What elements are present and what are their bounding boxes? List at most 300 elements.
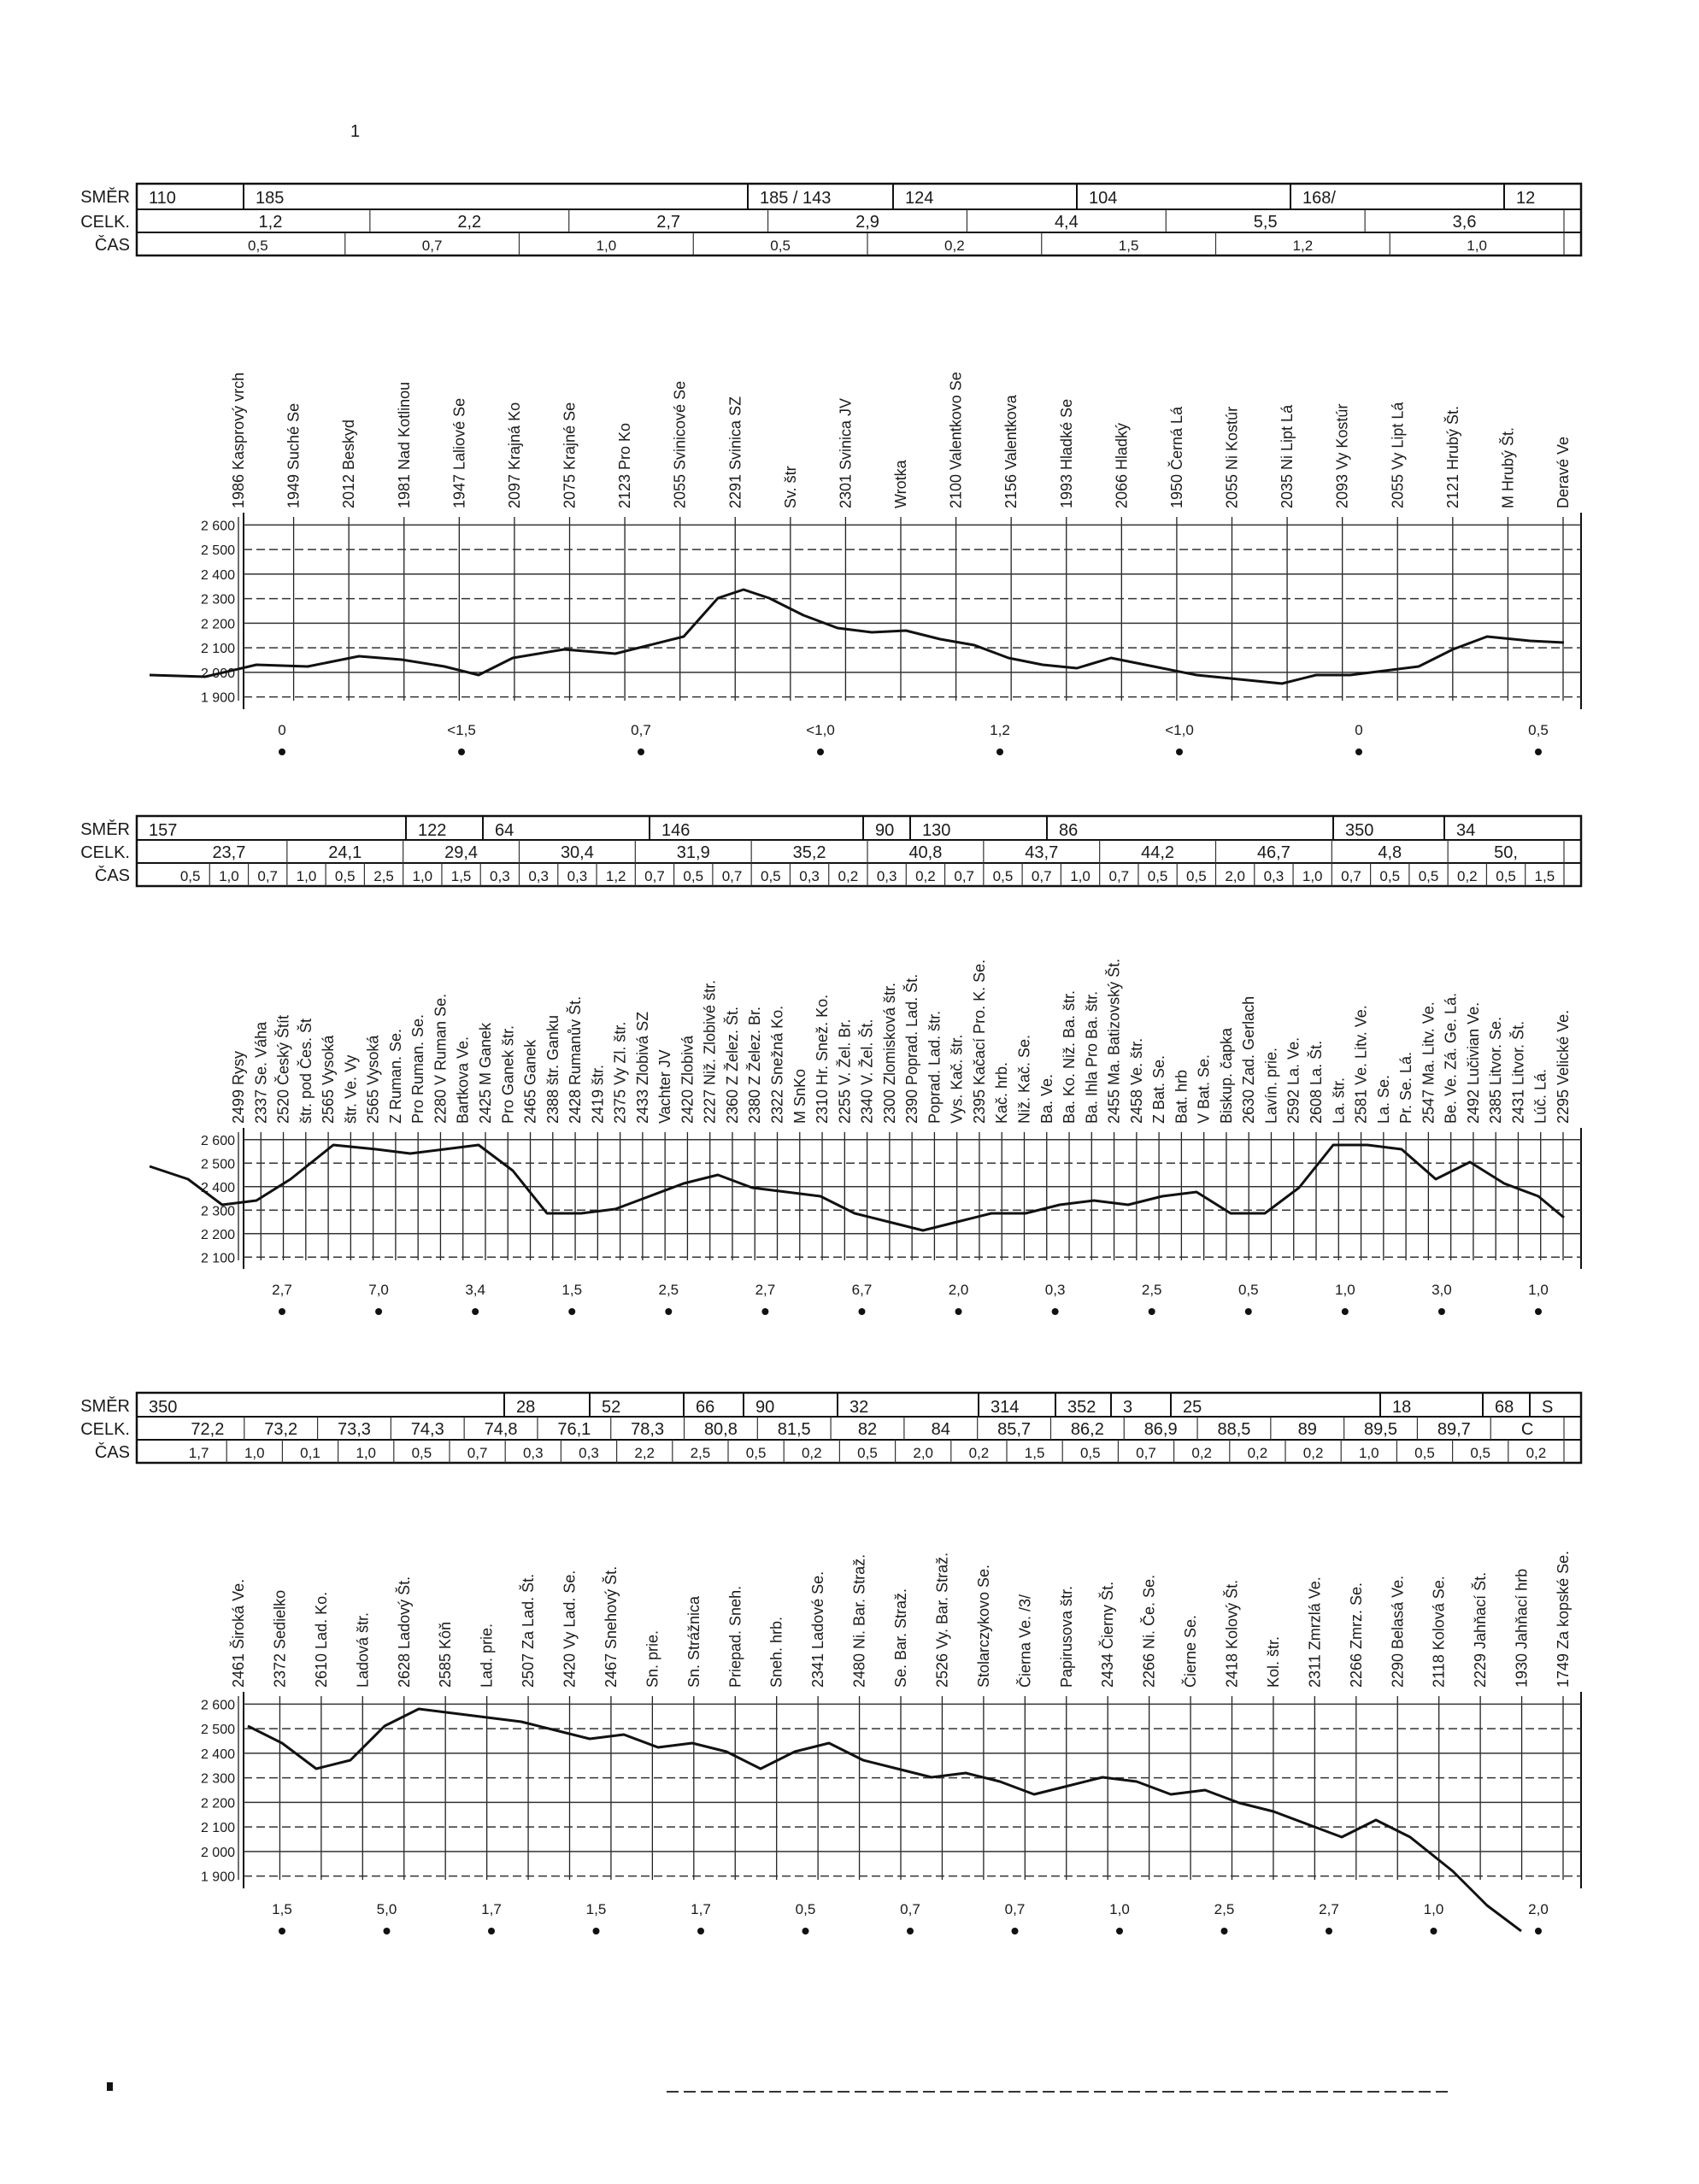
place-label: 1930 Jahňací hrb xyxy=(1513,1568,1531,1688)
place-label: 2585 Kôň xyxy=(437,1621,455,1688)
place-label: 2526 Vy. Bar. Straž. xyxy=(933,1552,951,1688)
total-value: 30,4 xyxy=(560,843,594,862)
place-label: Poprad. Lad. štr. xyxy=(926,1010,944,1124)
time-value: 0,3 xyxy=(876,868,897,884)
place-label: 2266 Zmrz. Se. xyxy=(1347,1582,1365,1688)
dir-value: 157 xyxy=(149,821,178,840)
segment-time-label: 2,5 xyxy=(658,1282,679,1298)
dir-value: S xyxy=(1542,1398,1554,1417)
place-label: Vys. Kač. štr. xyxy=(948,1034,966,1124)
total-value: 2,2 xyxy=(457,213,482,232)
place-label: Kol. štr. xyxy=(1264,1635,1282,1688)
waypoint-dot xyxy=(1342,1308,1349,1315)
time-value: 0,2 xyxy=(1456,868,1478,884)
alt-tick-label: 2 300 xyxy=(200,1204,235,1219)
segment-time-label: 1,0 xyxy=(1528,1282,1549,1298)
place-label: 2581 Ve. Litv. Ve. xyxy=(1352,1005,1370,1124)
segment-time-label: 0,7 xyxy=(1004,1901,1026,1917)
place-label: Čierna Ve. /3/ xyxy=(1016,1594,1034,1688)
time-value: 2,5 xyxy=(690,1445,711,1461)
waypoint-dot xyxy=(568,1308,575,1315)
place-label: 2380 Z Želez. Br. xyxy=(746,1006,764,1124)
place-label: La. štr. xyxy=(1330,1077,1348,1124)
dir-value: 130 xyxy=(922,821,951,840)
dir-value: 64 xyxy=(495,821,514,840)
alt-tick-label: 2 000 xyxy=(200,666,235,681)
dir-value: 32 xyxy=(850,1398,869,1417)
row-label-total: CELK. xyxy=(80,1420,130,1439)
row-label-total: CELK. xyxy=(80,213,130,232)
dir-value: 28 xyxy=(516,1398,536,1417)
dir-value: 52 xyxy=(602,1398,621,1417)
segment-time-label: 1,5 xyxy=(561,1282,583,1298)
time-value: 0,5 xyxy=(1079,1445,1101,1461)
waypoint-dot xyxy=(1438,1308,1445,1315)
place-label: 2055 Ni Kostúr xyxy=(1223,406,1241,508)
place-label: 2499 Rysy xyxy=(230,1050,247,1124)
place-label: Pro Ganek štr. xyxy=(499,1024,517,1124)
time-value: 0,3 xyxy=(579,1445,599,1461)
total-value: 50, xyxy=(1494,843,1518,862)
segment-time-label: 0,7 xyxy=(631,722,651,738)
total-value: 23,7 xyxy=(212,843,246,862)
waypoint-dot xyxy=(761,1308,768,1315)
time-value: 0,1 xyxy=(300,1445,320,1461)
segment-time-label: 2,5 xyxy=(1141,1282,1162,1298)
segment-time-label: 1,7 xyxy=(481,1901,502,1917)
time-value: 1,0 xyxy=(356,1445,377,1461)
waypoint-dot xyxy=(1535,1928,1542,1934)
place-label: 2322 Snežná Ko. xyxy=(768,1005,786,1124)
place-label: 2301 Svinica JV xyxy=(837,397,855,508)
dir-value: 12 xyxy=(1516,189,1536,208)
total-value: 1,2 xyxy=(258,213,283,232)
elevation-profile-line xyxy=(150,590,1564,684)
total-value: 85,7 xyxy=(997,1420,1032,1439)
profile-panel-2 xyxy=(80,816,1581,1315)
dir-value: 352 xyxy=(1067,1398,1096,1417)
waypoint-dot xyxy=(1535,1308,1542,1315)
time-value: 2,0 xyxy=(1225,868,1245,884)
place-label: Kač. hrb. xyxy=(993,1061,1011,1124)
waypoint-dot xyxy=(384,1928,391,1934)
waypoint-dot xyxy=(1355,749,1362,755)
total-value: 4,8 xyxy=(1378,843,1402,862)
time-value: 0,5 xyxy=(248,238,268,254)
place-label: 2492 Lučivian Ve. xyxy=(1464,1001,1482,1124)
place-label: 2434 Čierny Št. xyxy=(1099,1581,1117,1688)
place-label: 2360 Z Želez. Št. xyxy=(723,1006,741,1124)
time-value: 0,3 xyxy=(490,868,510,884)
dir-value: 25 xyxy=(1183,1398,1202,1417)
time-value: 1,5 xyxy=(1024,1445,1045,1461)
alt-tick-label: 2 300 xyxy=(200,1771,235,1787)
place-label: 2055 Vy Lipt Lá xyxy=(1389,402,1407,508)
place-label: 2291 Svinica SZ xyxy=(726,396,744,508)
time-value: 1,0 xyxy=(219,868,239,884)
time-value: 0,5 xyxy=(1414,1445,1435,1461)
segment-time-label: 3,0 xyxy=(1432,1282,1452,1298)
dir-value: 86 xyxy=(1059,821,1079,840)
place-label: 2458 Ve. štr. xyxy=(1127,1037,1145,1124)
segment-time-label: <1,0 xyxy=(806,722,835,738)
place-label: 2388 štr. Ganku xyxy=(544,1014,561,1124)
row-label-time: ČAS xyxy=(94,236,130,255)
time-value: 1,2 xyxy=(1292,238,1314,254)
segment-time-label: 0,5 xyxy=(795,1901,816,1917)
alt-tick-label: 2 400 xyxy=(200,1180,235,1195)
time-value: 2,2 xyxy=(634,1445,655,1461)
time-value: 0,7 xyxy=(1136,1445,1156,1461)
place-label: 2337 Se. Váha xyxy=(252,1021,270,1124)
total-value: 40,8 xyxy=(908,843,943,862)
row-label-time: ČAS xyxy=(94,866,130,885)
alt-tick-label: 2 200 xyxy=(200,1227,235,1242)
time-value: 0,7 xyxy=(1031,868,1052,884)
time-value: 0,7 xyxy=(257,868,279,884)
waypoint-dot xyxy=(638,749,644,755)
segment-time-label: 0,7 xyxy=(900,1901,920,1917)
place-label: Wrotka xyxy=(892,460,909,508)
time-value: 0,5 xyxy=(1470,1445,1491,1461)
total-value: 3,6 xyxy=(1452,213,1477,232)
place-label: štr. pod Čes. Št xyxy=(297,1018,315,1124)
place-label: 2565 Vysoká xyxy=(364,1035,382,1124)
time-value: 0,2 xyxy=(1247,1445,1268,1461)
segment-time-label: 0,3 xyxy=(1044,1282,1066,1298)
time-value: 1,0 xyxy=(1302,868,1323,884)
time-value: 0,5 xyxy=(1496,868,1516,884)
segment-time-label: 0 xyxy=(1355,722,1363,738)
waypoint-dot xyxy=(1012,1928,1019,1934)
time-value: 1,0 xyxy=(1358,1445,1379,1461)
place-label: 2066 Hladký xyxy=(1113,422,1131,508)
place-label: 2121 Hrubý Št. xyxy=(1443,405,1461,508)
waypoint-dot xyxy=(458,749,465,755)
place-label: Z Bat. Se. xyxy=(1150,1054,1168,1124)
time-value: 1,7 xyxy=(188,1445,209,1461)
dir-value: 104 xyxy=(1089,189,1118,208)
place-label: 2093 Vy Kostúr xyxy=(1333,403,1351,508)
place-label: 2229 Jahňací Št. xyxy=(1472,1571,1490,1688)
dir-value: 185 / 143 xyxy=(760,189,832,208)
place-label: 2012 Beskyd xyxy=(340,419,358,508)
time-value: 0,5 xyxy=(1418,868,1439,884)
place-label: Sn. prie. xyxy=(644,1629,661,1688)
place-label: Be. Ve. Zá. Ge. Lá. xyxy=(1442,992,1460,1124)
segment-time-label: 2,5 xyxy=(1214,1901,1235,1917)
row-label-dir: SMĚR xyxy=(80,188,130,207)
row-label-total: CELK. xyxy=(80,843,130,862)
segment-time-label: 5,0 xyxy=(376,1901,397,1917)
waypoint-dot xyxy=(802,1928,809,1934)
dir-value: 18 xyxy=(1392,1398,1412,1417)
total-value: 86,9 xyxy=(1143,1420,1178,1439)
dir-value: 90 xyxy=(875,821,895,840)
alt-tick-label: 2 100 xyxy=(200,1251,235,1266)
time-value: 0,5 xyxy=(745,1445,767,1461)
waypoint-dot xyxy=(996,749,1003,755)
place-label: 2610 Lad. Ko. xyxy=(312,1591,330,1688)
time-value: 0,7 xyxy=(1341,868,1361,884)
alt-tick-label: 2 300 xyxy=(200,592,235,608)
waypoint-dot xyxy=(1176,749,1183,755)
waypoint-dot xyxy=(697,1928,704,1934)
place-label: 1749 Za kopské Se. xyxy=(1555,1550,1572,1688)
place-label: Lavín. prie. xyxy=(1262,1047,1280,1124)
time-value: 0,5 xyxy=(992,868,1014,884)
place-label: 2507 Za Lad. Št. xyxy=(520,1573,538,1688)
place-label: 2266 Ni. Če. Se. xyxy=(1140,1574,1158,1688)
dir-value: 350 xyxy=(1345,821,1374,840)
time-value: 0,2 xyxy=(1302,1445,1324,1461)
alt-tick-label: 1 900 xyxy=(200,690,235,706)
time-value: 1,0 xyxy=(596,238,617,254)
segment-time-label: <1,5 xyxy=(447,722,476,738)
alt-tick-label: 2 600 xyxy=(200,1698,235,1713)
time-value: 0,7 xyxy=(644,868,665,884)
place-label: 2425 M Ganek xyxy=(476,1022,494,1124)
elevation-profile-line xyxy=(150,1145,1564,1230)
waypoint-dot xyxy=(593,1928,600,1934)
segment-time-label: 2,0 xyxy=(1528,1901,1549,1917)
dir-value: 168/ xyxy=(1302,189,1336,208)
segment-time-label: 7,0 xyxy=(368,1282,389,1298)
waypoint-dot xyxy=(1535,749,1542,755)
place-label: Biskup. čapka xyxy=(1217,1027,1235,1124)
time-value: 0,7 xyxy=(421,238,443,254)
time-value: 1,0 xyxy=(296,868,317,884)
total-value: 74,3 xyxy=(410,1420,444,1439)
dir-value: 90 xyxy=(755,1398,775,1417)
place-label: Z Ruman. Se. xyxy=(386,1028,404,1124)
place-label: 1981 Nad Kotlinou xyxy=(395,381,413,508)
time-value: 0,5 xyxy=(411,1445,432,1461)
waypoint-dot xyxy=(472,1308,479,1315)
dir-value: 146 xyxy=(661,821,691,840)
total-value: 4,4 xyxy=(1054,213,1079,232)
place-label: Lad. prie. xyxy=(478,1623,496,1688)
dir-value: 68 xyxy=(1495,1398,1514,1417)
place-label: 2520 Český Štít xyxy=(274,1014,292,1124)
waypoint-dot xyxy=(279,1308,285,1315)
profile-panel-1 xyxy=(80,184,1581,755)
total-value: 2,9 xyxy=(855,213,879,232)
total-value: 35,2 xyxy=(792,843,826,862)
time-value: 1,5 xyxy=(1534,868,1555,884)
total-value: 29,4 xyxy=(444,843,479,862)
place-label: 2311 Zmrzlá Ve. xyxy=(1306,1576,1324,1688)
time-value: 0,5 xyxy=(683,868,704,884)
total-value: 73,3 xyxy=(338,1420,371,1439)
alt-tick-label: 2 200 xyxy=(200,617,235,632)
waypoint-dot xyxy=(817,749,824,755)
waypoint-dot xyxy=(858,1308,865,1315)
place-label: štr. Ve. Vy xyxy=(342,1054,360,1124)
alt-tick-label: 1 900 xyxy=(200,1870,235,1885)
place-label: V Bat. Se. xyxy=(1195,1054,1213,1124)
place-label: 1993 Hladké Se xyxy=(1057,398,1075,508)
place-label: Vachter JV xyxy=(656,1049,674,1124)
place-label: 2628 Ladový Št. xyxy=(395,1576,413,1688)
profile-panel-3 xyxy=(80,1393,1581,1934)
time-value: 0,5 xyxy=(770,238,791,254)
time-value: 0,3 xyxy=(528,868,549,884)
place-label: Sn. Strážnica xyxy=(685,1595,703,1688)
place-label: 2428 Rumanův Št. xyxy=(567,995,585,1124)
place-label: Papirusova štr. xyxy=(1057,1585,1075,1688)
total-value: 2,7 xyxy=(656,213,681,232)
segment-time-label: 1,5 xyxy=(272,1901,292,1917)
segment-time-label: 2,0 xyxy=(948,1282,969,1298)
time-value: 0,7 xyxy=(954,868,975,884)
place-label: 2123 Pro Ko xyxy=(616,422,634,508)
place-label: Ba. Ko. Niž. Ba. štr. xyxy=(1061,989,1079,1124)
time-value: 1,2 xyxy=(605,868,626,884)
total-value: 86,2 xyxy=(1070,1420,1104,1439)
time-value: 0,2 xyxy=(801,1445,822,1461)
time-value: 1,0 xyxy=(1467,238,1487,254)
alt-tick-label: 2 200 xyxy=(200,1796,235,1811)
total-value: 31,9 xyxy=(676,843,710,862)
segment-time-label: 3,4 xyxy=(465,1282,485,1298)
row-label-dir: SMĚR xyxy=(80,820,130,839)
time-value: 0,5 xyxy=(334,868,356,884)
waypoint-dot xyxy=(279,749,285,755)
time-value: 0,2 xyxy=(944,238,965,254)
place-label: 2372 Sedielko xyxy=(271,1589,289,1688)
scan-mark xyxy=(107,2082,113,2091)
dir-value: 34 xyxy=(1456,821,1476,840)
waypoint-dot xyxy=(1052,1308,1059,1315)
place-label: 2035 Ni Lipt Lá xyxy=(1279,404,1296,508)
time-value: 0,3 xyxy=(522,1445,544,1461)
time-value: 2,5 xyxy=(373,868,394,884)
time-value: 0,2 xyxy=(1526,1445,1547,1461)
place-label: 2592 La. Ve. xyxy=(1285,1036,1302,1124)
time-value: 0,7 xyxy=(721,868,743,884)
place-label: Priepad. Sneh. xyxy=(726,1585,744,1688)
alt-tick-label: 2 400 xyxy=(200,567,235,583)
dir-value: 124 xyxy=(905,189,934,208)
dir-value: 122 xyxy=(418,821,447,840)
waypoint-dot xyxy=(1245,1308,1252,1315)
time-value: 0,3 xyxy=(799,868,820,884)
place-label: 2461 Široká Ve. xyxy=(230,1578,247,1688)
alt-tick-label: 2 600 xyxy=(200,1133,235,1148)
time-value: 0,5 xyxy=(1186,868,1207,884)
place-label: 2255 V. Žel. Br. xyxy=(836,1019,854,1124)
place-label: 2420 Zlobivá xyxy=(679,1035,697,1124)
place-label: 2565 Vysoká xyxy=(320,1035,338,1124)
total-value: 81,5 xyxy=(777,1420,811,1439)
place-label: 2395 Kačací Pro. K. Se. xyxy=(970,959,988,1124)
place-label: 2290 Belasá Ve. xyxy=(1389,1575,1407,1688)
waypoint-dot xyxy=(375,1308,382,1315)
waypoint-dot xyxy=(955,1308,962,1315)
place-label: 2455 Ma. Batizovský Št. xyxy=(1105,958,1123,1124)
time-value: 0,2 xyxy=(838,868,859,884)
dir-value: 350 xyxy=(149,1398,178,1417)
place-label: Pr. Se. Lá. xyxy=(1397,1051,1415,1124)
waypoint-dot xyxy=(1221,1928,1228,1934)
place-label: 2310 Hr. Snež. Ko. xyxy=(814,994,832,1124)
segment-time-label: 1,7 xyxy=(691,1901,711,1917)
place-label: 2375 Vy Zl. štr. xyxy=(611,1021,629,1124)
place-label: 2433 Zlobivá SZ xyxy=(633,1011,651,1124)
place-label: Ba. Ihla Pro Ba. štr. xyxy=(1083,990,1101,1124)
dir-value: 314 xyxy=(991,1398,1020,1417)
total-value: 43,7 xyxy=(1025,843,1059,862)
time-value: 0,5 xyxy=(760,868,781,884)
place-label: 2547 Ma. Litv. Ve. xyxy=(1420,1001,1437,1124)
time-value: 1,5 xyxy=(1118,238,1139,254)
place-label: 2100 Valentkovo Se xyxy=(947,372,965,508)
alt-tick-label: 2 000 xyxy=(200,1845,235,1860)
row-label-time: ČAS xyxy=(94,1443,130,1462)
time-value: 0,5 xyxy=(1379,868,1401,884)
segment-time-label: 2,7 xyxy=(272,1282,292,1298)
place-label: Bartkova Ve. xyxy=(454,1036,472,1124)
dir-value: 185 xyxy=(256,189,285,208)
time-value: 1,0 xyxy=(412,868,433,884)
place-label: Sv. štr xyxy=(781,466,799,508)
total-value: 74,8 xyxy=(484,1420,518,1439)
segment-time-label: 1,0 xyxy=(1109,1901,1130,1917)
segment-time-label: 1,2 xyxy=(990,722,1010,738)
alt-tick-label: 2 500 xyxy=(200,543,235,559)
time-value: 0,2 xyxy=(915,868,936,884)
place-label: 2465 Ganek xyxy=(521,1039,539,1124)
place-label: Lúč. Lá. xyxy=(1531,1068,1549,1124)
elevation-profile-line xyxy=(248,1709,1521,1931)
place-label: 2280 V Ruman Se. xyxy=(432,993,450,1124)
place-label: 2419 štr. xyxy=(589,1064,607,1124)
dir-value: 66 xyxy=(696,1398,715,1417)
waypoint-dot xyxy=(1431,1928,1437,1934)
alt-tick-label: 2 600 xyxy=(200,519,235,534)
time-value: 2,0 xyxy=(913,1445,934,1461)
time-value: 1,0 xyxy=(1070,868,1091,884)
time-value: 0,2 xyxy=(1191,1445,1213,1461)
segment-time-label: 6,7 xyxy=(851,1282,873,1298)
segment-time-label: 0,5 xyxy=(1528,722,1549,738)
row-label-dir: SMĚR xyxy=(80,1397,130,1416)
place-label: 2227 Niž. Zlobivé štr. xyxy=(701,979,719,1124)
place-label: 2467 Snehový Št. xyxy=(602,1565,620,1688)
alt-tick-label: 2 500 xyxy=(200,1723,235,1738)
alt-tick-label: 2 100 xyxy=(200,642,235,657)
place-label: 2118 Kolová Se. xyxy=(1430,1576,1448,1688)
total-value: 84 xyxy=(931,1420,950,1439)
time-value: 0,3 xyxy=(567,868,588,884)
total-value: 89,5 xyxy=(1364,1420,1397,1439)
segment-time-label: 2,7 xyxy=(755,1282,776,1298)
place-label: Se. Bar. Straž. xyxy=(892,1588,909,1688)
place-label: 2340 V. Žel. Št. xyxy=(858,1019,876,1124)
total-value: 82 xyxy=(857,1420,878,1439)
total-value: 88,5 xyxy=(1217,1420,1251,1439)
alt-tick-label: 2 500 xyxy=(200,1157,235,1172)
place-label: Čierne Se. xyxy=(1182,1614,1200,1688)
place-label: 2295 Velické Ve. xyxy=(1555,1009,1572,1124)
segment-time-label: 1,5 xyxy=(585,1901,607,1917)
waypoint-dot xyxy=(907,1928,914,1934)
place-label: 1947 Laliové Se xyxy=(450,397,468,508)
total-value: 89 xyxy=(1297,1420,1317,1439)
segment-time-label: 1,0 xyxy=(1423,1901,1444,1917)
time-value: 0,5 xyxy=(857,1445,878,1461)
